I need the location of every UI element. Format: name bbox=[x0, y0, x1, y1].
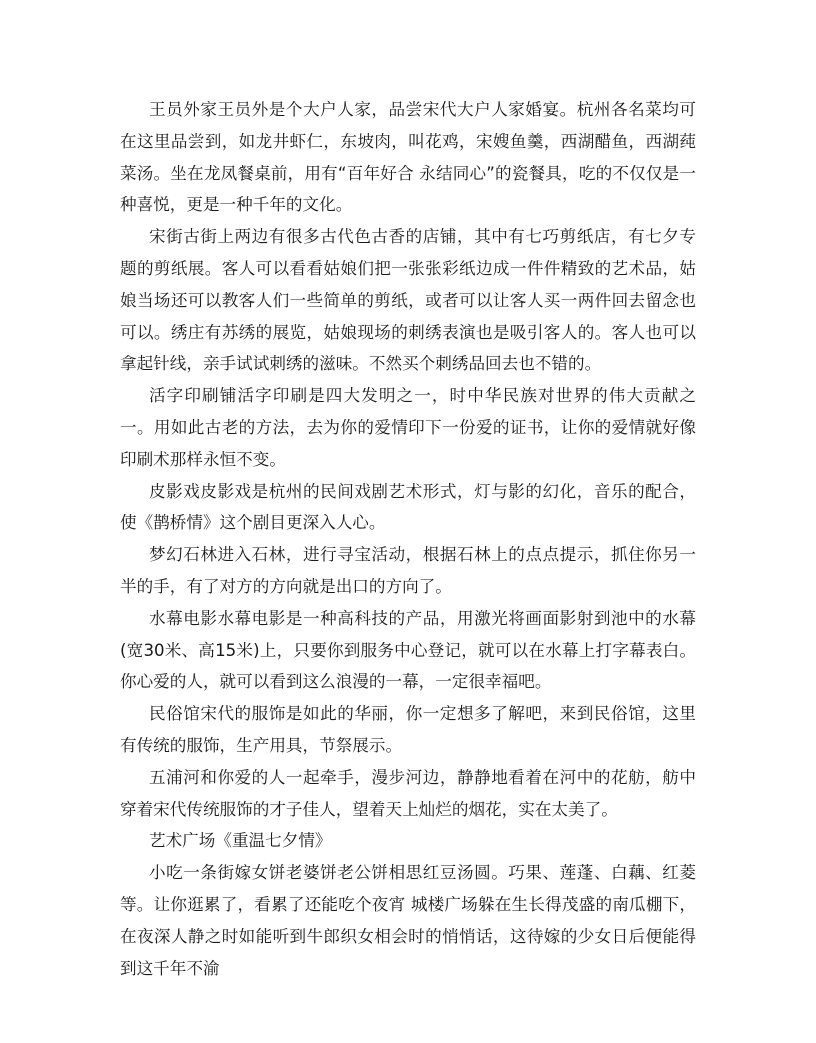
paragraph-song-street: 宋街古街上两边有很多古代色古香的店铺，其中有七巧剪纸店，有七夕专题的剪纸展。客人可以看看姑娘们把一张张彩纸边成一件件精致的艺术品，姑娘当场还可以教客人们一些简单的剪纸，或者可以让客人买一两件回去留念也可以。绣庄有苏绣的展览，姑娘现场的刺绣表演也是吸引客人的。客人也可以拿起针线，亲手试试刺绣的滋味。不然买个刺绣品回去也不错的。 bbox=[120, 227, 696, 374]
paragraph-wupu-river: 五浦河和你爱的人一起牵手，漫步河边，静静地看着在河中的花舫，舫中穿着宋代传统服饰的才子佳人，望着天上灿烂的烟花，实在太美了。 bbox=[120, 767, 696, 819]
paragraph-water-screen: 水幕电影水幕电影是一种高科技的产品，用激光将画面影射到池中的水幕(宽30米、高15米)上，只要你到服务中心登记，就可以在水幕上打字幕表白。你心爱的人，就可以看到这么浪漫的一幕，一定很幸福吧。 bbox=[120, 608, 696, 692]
document-page bbox=[120, 94, 696, 984]
paragraph-folk-museum: 民俗馆宋代的服饰是如此的华丽，你一定想多了解吧，来到民俗馆，这里有传统的服饰，生产用具，节祭展示。 bbox=[120, 704, 696, 755]
paragraph-art-square: 艺术广场《重温七夕情》 bbox=[149, 831, 332, 851]
paragraph-snack-street: 小吃一条街嫁女饼老婆饼老公饼相思红豆汤圆。巧果、莲蓬、白藕、红菱等。让你逛累了，看累了还能吃个夜宵 城楼广场躲在生长得茂盛的南瓜棚下，在夜深人静之时如能听到牛郎织女相会时的悄悄话，这待嫁的少女日后便能得到这千年不渝 bbox=[120, 863, 696, 978]
paragraph-movable-type: 活字印刷铺活字印刷是四大发明之一，时中华民族对世界的伟大贡献之一。用如此古老的方法，去为你的爱情印下一份爱的证书，让你的爱情就好像印刷术那样永恒不变。 bbox=[120, 386, 696, 469]
paragraph-wang-yuanwai: 王员外家王员外是个大户人家，品尝宋代大户人家婚宴。杭州各名菜均可在这里品尝到，如龙井虾仁，东坡肉，叫花鸡，宋嫂鱼羹，西湖醋鱼，西湖莼菜汤。坐在龙凤餐桌前，用有“百年好合 永结同心”的瓷餐具，吃的不仅仅是一种喜悦，更是一种千年的文化。 bbox=[120, 100, 696, 215]
paragraph-stone-forest: 梦幻石林进入石林，进行寻宝活动，根据石林上的点点提示，抓住你另一半的手，有了对方的方向就是出口的方向了。 bbox=[120, 545, 696, 596]
paragraph-shadow-play: 皮影戏皮影戏是杭州的民间戏剧艺术形式，灯与影的幻化，音乐的配合，使《鹊桥情》这个剧目更深入人心。 bbox=[120, 481, 696, 533]
